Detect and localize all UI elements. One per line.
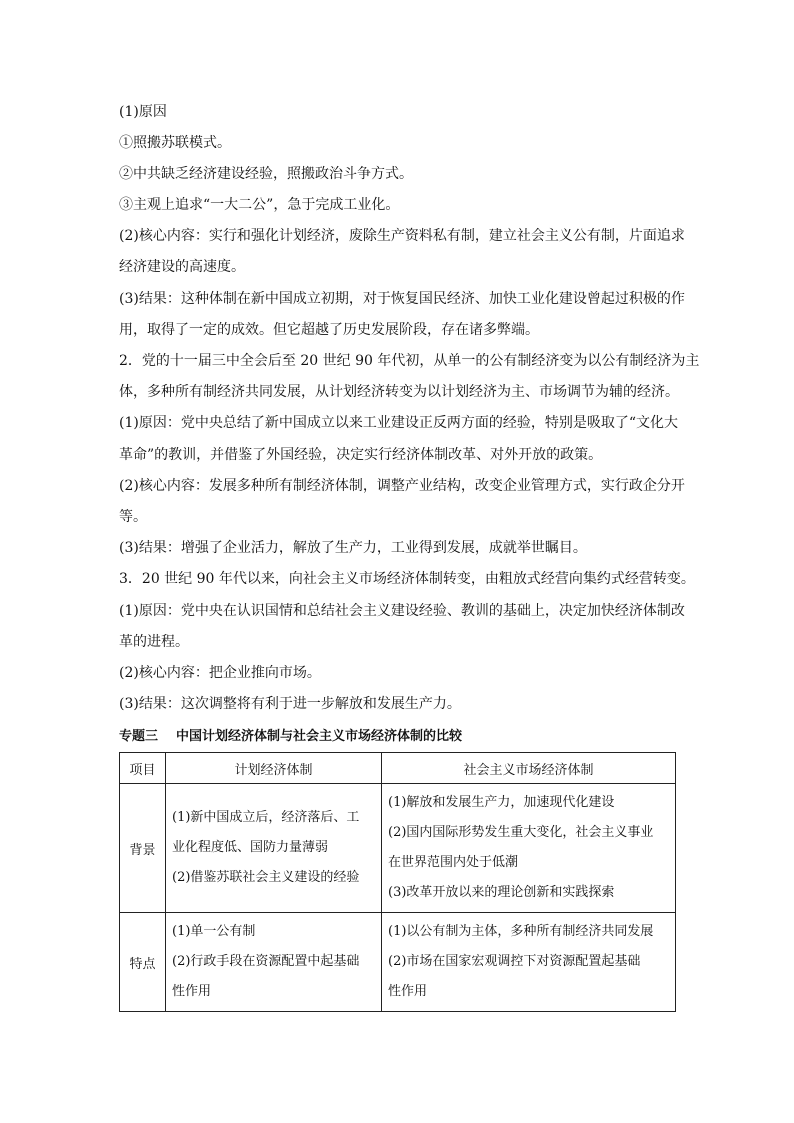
paragraph-line: 体，多种所有制经济共同发展，从计划经济转变为以计划经济为主、市场调节为辅的经济。	[119, 384, 679, 400]
paragraph-line: (2)核心内容：把企业推向市场。	[119, 665, 321, 681]
cell-line: 性作用	[172, 984, 212, 999]
cell-line: (1)单一公有制	[172, 924, 256, 939]
cell-line: (2)市场在国家宏观调控下对资源配置起基础	[388, 954, 641, 969]
table-cell-planned	[166, 913, 382, 1012]
cell-line: (2)借鉴苏联社会主义建设的经验	[172, 870, 360, 885]
table-header-cell: 计划经济体制	[166, 753, 382, 784]
table-row-label: 背景	[120, 784, 166, 913]
paragraph-line: ①照搬苏联模式。	[119, 135, 231, 151]
paragraph-line: (3)结果：增强了企业活力，解放了生产力，工业得到发展，成就举世瞩目。	[119, 540, 587, 556]
paragraph-line: (3)结果：这次调整将有利于进一步解放和发展生产力。	[119, 696, 461, 712]
paragraph-line: 3．20 世纪 90 年代以来，向社会主义市场经济体制转变，由粗放式经营向集约式经营转变。	[119, 571, 695, 587]
paragraph-line: (2)核心内容：实行和强化计划经济，废除生产资料私有制，建立社会主义公有制，片面追求	[119, 228, 685, 244]
section-label: 专题三	[119, 729, 159, 744]
paragraph-line: (1)原因：党中央在认识国情和总结社会主义建设经验、教训的基础上，决定加快经济体制改	[119, 603, 685, 619]
cell-line: (2)国内国际形势发生重大变化，社会主义事业	[388, 825, 654, 840]
table-cell-planned	[166, 784, 382, 913]
cell-line: 业化程度低、国防力量薄弱	[172, 840, 329, 855]
table-header-cell: 项目	[120, 753, 166, 784]
cell-line: (3)改革开放以来的理论创新和实践探索	[388, 885, 615, 900]
paragraph-line: 经济建设的高速度。	[119, 259, 245, 275]
table-header-cell: 社会主义市场经济体制	[382, 753, 676, 784]
cell-line: (2)行政手段在资源配置中起基础	[172, 954, 360, 969]
cell-line: 性作用	[388, 984, 428, 999]
section-title: 中国计划经济体制与社会主义市场经济体制的比较	[176, 729, 463, 744]
table-header-row	[120, 753, 676, 784]
table-cell-market	[382, 913, 676, 1012]
table-row-label: 特点	[120, 913, 166, 1012]
table-cell-market	[382, 784, 676, 913]
table-row	[120, 784, 676, 913]
paragraph-line: 用，取得了一定的成效。但它超越了历史发展阶段，存在诸多弊端。	[119, 322, 539, 338]
cell-line: (1)新中国成立后，经济落后、工	[172, 810, 360, 825]
table-row	[120, 913, 676, 1012]
paragraph-line: (1)原因	[119, 104, 167, 120]
comparison-table	[119, 752, 676, 1012]
paragraph-line: ③主观上追求“一大二公”，急于完成工业化。	[119, 197, 400, 213]
paragraph-line: ②中共缺乏经济建设经验，照搬政治斗争方式。	[119, 166, 413, 182]
paragraph-line: 革的进程。	[119, 634, 189, 650]
paragraph-line: 等。	[119, 509, 147, 525]
paragraph-line: 革命”的教训，并借鉴了外国经验，决定实行经济体制改革、对外开放的政策。	[119, 447, 603, 463]
cell-line: (1)以公有制为主体，多种所有制经济共同发展	[388, 924, 654, 939]
paragraph-line: (1)原因：党中央总结了新中国成立以来工业建设正反两方面的经验，特别是吸取了“文化大	[119, 415, 678, 431]
paragraph-line: (3)结果：这种体制在新中国成立初期，对于恢复国民经济、加快工业化建设曾起过积极的作	[119, 291, 685, 307]
section-heading	[119, 728, 679, 746]
paragraph-line: 2．党的十一届三中全会后至 20 世纪 90 年代初，从单一的公有制经济变为以公有制经济为主	[119, 353, 700, 369]
cell-line: (1)解放和发展生产力，加速现代化建设	[388, 795, 615, 810]
paragraph-line: (2)核心内容：发展多种所有制经济体制，调整产业结构，改变企业管理方式，实行政企分开	[119, 478, 685, 494]
cell-line: 在世界范围内处于低潮	[388, 855, 519, 870]
